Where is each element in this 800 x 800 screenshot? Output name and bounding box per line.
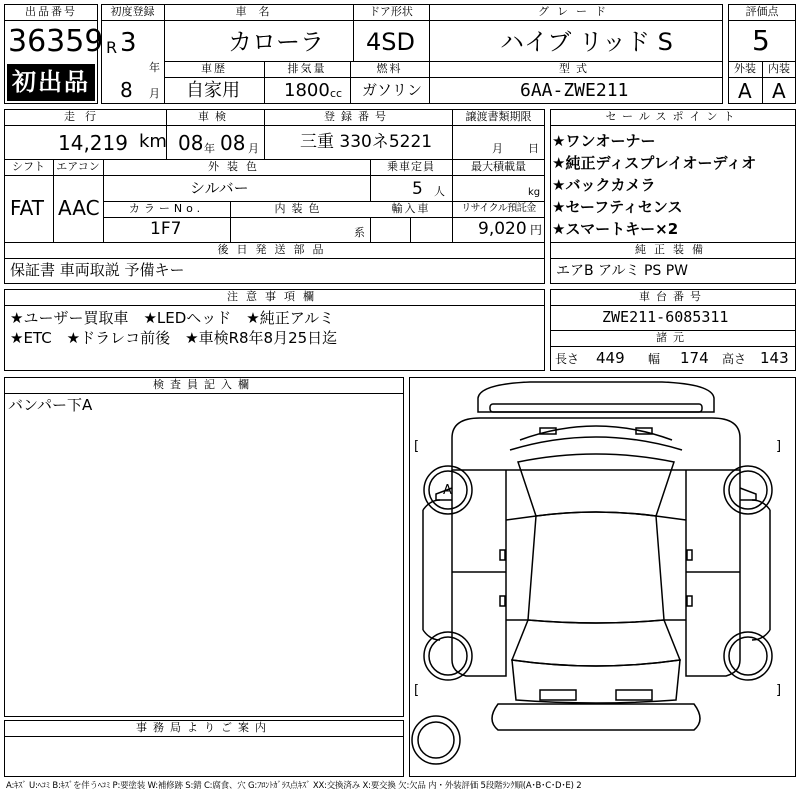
shift-label: シフト bbox=[12, 160, 45, 173]
plate-label: 登録番号 bbox=[324, 110, 392, 123]
specs-label: 諸元 bbox=[656, 331, 690, 344]
shift: FAT bbox=[10, 196, 45, 220]
car-name: カローラ bbox=[228, 28, 324, 56]
recycle-label: リサイクル預託金 bbox=[461, 203, 536, 214]
exterior-color: シルバー bbox=[190, 179, 249, 197]
equipment-label: 純正装備 bbox=[635, 243, 711, 256]
history-label: 車歴 bbox=[201, 62, 227, 75]
grade: ハイブ リッド S bbox=[500, 28, 673, 56]
chassis-label: 車台番号 bbox=[639, 290, 707, 303]
inspector-label: 検査員記入欄 bbox=[153, 378, 255, 391]
sales-point-item: ★ワンオーナー bbox=[552, 132, 656, 150]
sales-point-item: ★スマートキー×2 bbox=[552, 220, 679, 238]
interior-color-unit: 系 bbox=[354, 226, 365, 239]
sales-point-item: ★純正ディスプレイオーディオ bbox=[552, 154, 757, 172]
legend: A:ｷｽﾞ U:ﾍｺﾐ B:ｷｽﾞを伴うﾍｺﾐ P:要塗装 W:補修跡 S:錆 C:腐食、穴 G:ﾌﾛﾝﾄｶﾞﾗｽ点ｷｽﾞ XX:交換済み X:要交換 欠:欠品 内・外装評価 5段階ﾗﾝｸ順(A･B･C･D･E) 2 bbox=[6, 781, 582, 791]
later-parts: 保証書 車両取説 予備キー bbox=[10, 261, 185, 279]
door-label: ドア形状 bbox=[369, 5, 413, 18]
lot-label: 出品番号 bbox=[25, 5, 77, 18]
sales-point-item: ★セーフティセンス bbox=[552, 198, 683, 216]
inspection-month: 08 bbox=[220, 131, 246, 155]
bracket-rear-right: ] bbox=[776, 683, 782, 698]
exterior-label: 外装 bbox=[734, 62, 756, 75]
recycle-unit: 円 bbox=[530, 223, 543, 237]
equipment: エアB アルミ PS PW bbox=[556, 263, 689, 279]
bracket-front-right: ] bbox=[776, 439, 782, 454]
height: 143 bbox=[760, 349, 789, 367]
month-unit: 月 bbox=[149, 87, 160, 100]
interior-grade: A bbox=[772, 79, 786, 103]
model-code: 6AA-ZWE211 bbox=[520, 80, 629, 101]
car-name-label: 車名 bbox=[235, 5, 282, 18]
max-load-unit: kg bbox=[528, 187, 541, 198]
inspection-year-unit: 年 bbox=[204, 142, 215, 155]
notes-label: 注意事項欄 bbox=[227, 290, 322, 303]
score: 5 bbox=[752, 24, 770, 57]
displacement-label: 排気量 bbox=[287, 62, 327, 75]
inspector-text: バンパー下A bbox=[8, 396, 93, 414]
interior-label: 内装 bbox=[768, 62, 790, 75]
fuel-label: 燃料 bbox=[376, 62, 403, 75]
era-letter: R bbox=[106, 38, 118, 57]
fuel: ガソリン bbox=[362, 81, 423, 99]
registration-month: 8 bbox=[120, 78, 133, 102]
recycle-amount: 9,020 bbox=[478, 219, 527, 239]
max-load-label: 最大積載量 bbox=[471, 160, 526, 173]
history: 自家用 bbox=[186, 80, 240, 101]
door-type: 4SD bbox=[366, 28, 415, 56]
import-label: 輸入車 bbox=[391, 202, 431, 215]
capacity: 5 bbox=[412, 179, 423, 199]
notes-line-1: ★ユーザー買取車 ★LEDヘッド ★純正アルミ bbox=[10, 309, 335, 327]
mileage: 14,219 bbox=[58, 131, 128, 155]
office-label: 事務局よりご案内 bbox=[136, 721, 272, 734]
bracket-rear-left: [ bbox=[414, 683, 420, 698]
first-listing-badge: 初出品 bbox=[7, 64, 95, 101]
transfer-deadline-label: 譲渡書類期限 bbox=[465, 110, 532, 123]
width: 174 bbox=[680, 349, 709, 367]
capacity-unit: 人 bbox=[434, 185, 445, 198]
plate-number: 三重 330ネ5221 bbox=[300, 132, 433, 152]
damage-mark-a: A bbox=[443, 483, 452, 498]
chassis-number: ZWE211-6085311 bbox=[602, 308, 729, 326]
color-number-label: カラーNo. bbox=[128, 202, 205, 215]
later-parts-label: 後日発送部品 bbox=[217, 243, 332, 256]
interior-color-label: 内装色 bbox=[274, 202, 326, 215]
transfer-month-unit: 月 bbox=[492, 142, 503, 155]
color-label: 外装色 bbox=[208, 160, 265, 173]
inspection-label: 車検 bbox=[198, 110, 232, 123]
inspection-year: 08 bbox=[178, 131, 204, 155]
year-unit: 年 bbox=[149, 61, 160, 74]
score-label: 評価点 bbox=[745, 5, 779, 18]
ac-label: エアコン bbox=[56, 160, 100, 173]
notes-line-2: ★ETC ★ドラレコ前後 ★車検R8年8月25日迄 bbox=[10, 329, 338, 347]
sales-point-item: ★バックカメラ bbox=[552, 176, 656, 194]
first-registration-label: 初度登録 bbox=[110, 5, 155, 18]
model-label: 型式 bbox=[559, 62, 593, 75]
height-label: 高さ bbox=[722, 352, 747, 366]
exterior-grade: A bbox=[738, 79, 752, 103]
color-number: 1F7 bbox=[150, 219, 182, 239]
length: 449 bbox=[596, 349, 625, 367]
bracket-front-left: [ bbox=[414, 439, 420, 454]
registration-year: 3 bbox=[120, 28, 137, 58]
inspection-month-unit: 月 bbox=[248, 142, 259, 155]
width-label: 幅 bbox=[648, 352, 661, 366]
ac: AAC bbox=[58, 196, 100, 220]
capacity-label: 乗車定員 bbox=[387, 160, 435, 173]
displacement-unit: cc bbox=[330, 87, 343, 100]
lot-number: 36359 bbox=[8, 24, 104, 59]
displacement: 1800 bbox=[284, 80, 330, 101]
mileage-label: 走行 bbox=[64, 110, 106, 123]
grade-label: グレード bbox=[538, 5, 614, 18]
length-label: 長さ bbox=[555, 352, 580, 366]
transfer-day-unit: 日 bbox=[528, 142, 539, 155]
mileage-unit: km bbox=[139, 131, 167, 152]
sales-points-label: セールスポイント bbox=[605, 110, 741, 123]
